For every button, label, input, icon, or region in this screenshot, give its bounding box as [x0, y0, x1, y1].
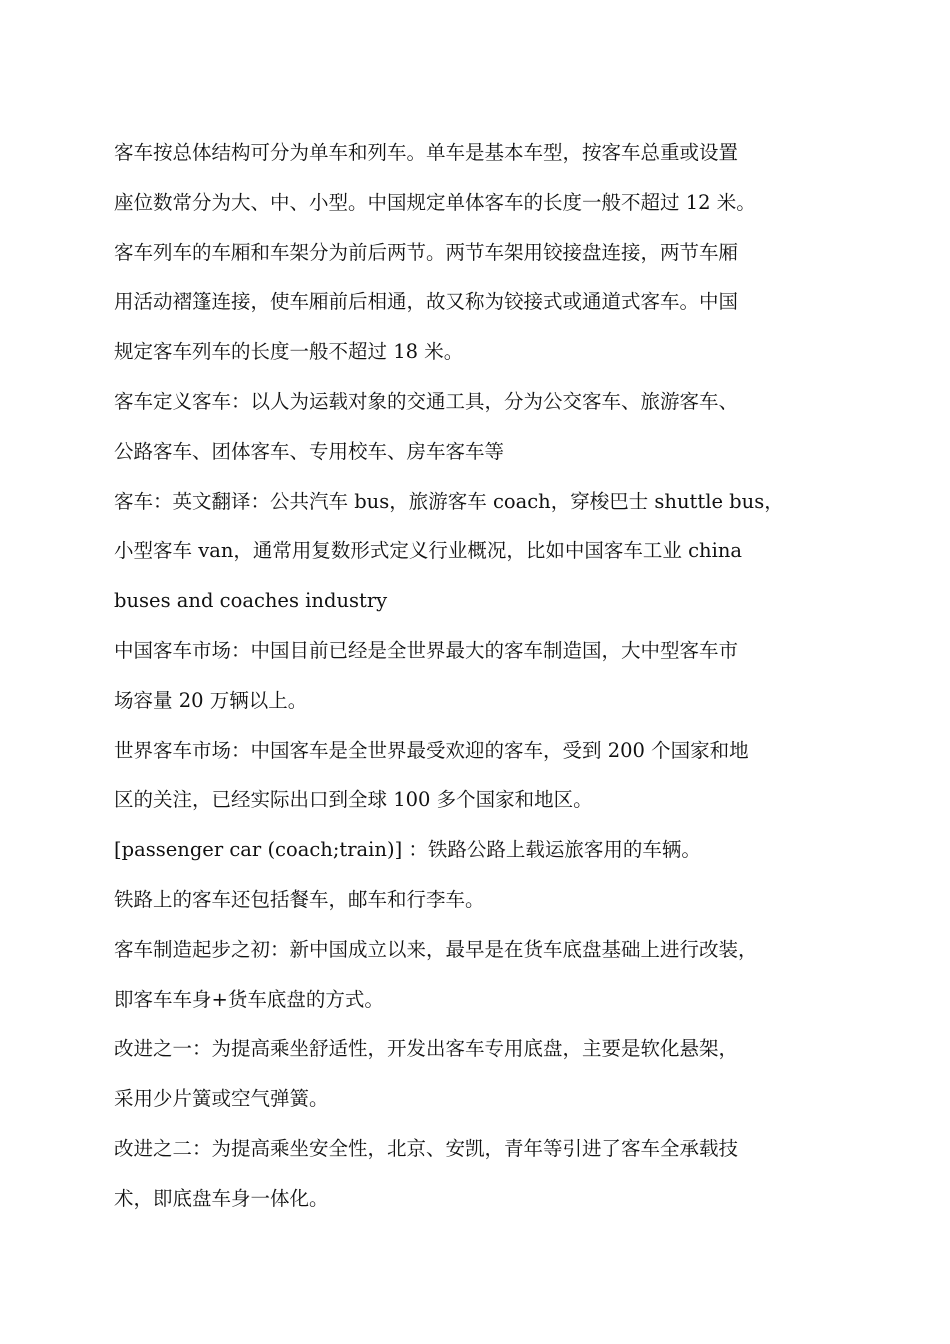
text-line: 小型客车 van，通常用复数形式定义行业概况，比如中国客车工业 china	[114, 539, 742, 563]
text-line: 客车列车的车厢和车架分为前后两节。两节车架用铰接盘连接，两节车厢	[114, 240, 739, 264]
text-line: 用活动褶篷连接，使车厢前后相通，故又称为铰接式或通道式客车。中国	[114, 290, 739, 314]
text-line: 客车：英文翻译：公共汽车 bus，旅游客车 coach，穿梭巴士 shuttle bus，	[114, 489, 784, 513]
text-line: 世界客车市场：中国客车是全世界最受欢迎的客车，受到 200 个国家和地	[114, 738, 749, 762]
text-line: [passenger car (coach;train)] ：铁路公路上载运旅客用的车辆。	[114, 838, 701, 862]
text-line: 中国客车市场：中国目前已经是全世界最大的客车制造国，大中型客车市	[114, 638, 739, 662]
text-line: 采用少片簧或空气弹簧。	[114, 1087, 329, 1111]
text-line: 客车制造起步之初：新中国成立以来，最早是在货车底盘基础上进行改装，	[114, 937, 758, 961]
document-body	[114, 128, 854, 1224]
text-line: 场容量 20 万辆以上。	[114, 688, 308, 712]
text-line: 客车定义客车：以人为运载对象的交通工具，分为公交客车、旅游客车、	[114, 389, 739, 413]
text-line: 改进之二：为提高乘坐安全性，北京、安凯，青年等引进了客车全承载技	[114, 1136, 739, 1160]
text-line: 区的关注，已经实际出口到全球 100 多个国家和地区。	[114, 788, 593, 812]
text-line: 规定客车列车的长度一般不超过 18 米。	[114, 340, 464, 364]
text-line: 改进之一：为提高乘坐舒适性，开发出客车专用底盘，主要是软化悬架，	[114, 1037, 739, 1061]
text-line: 铁路上的客车还包括餐车，邮车和行李车。	[114, 887, 485, 911]
text-line: 客车按总体结构可分为单车和列车。单车是基本车型，按客车总重或设置	[114, 141, 739, 164]
text-line: 座位数常分为大、中、小型。中国规定单体客车的长度一般不超过 12 米。	[114, 190, 756, 214]
text-line: 即客车车身+货车底盘的方式。	[114, 987, 384, 1011]
text-line: buses and coaches industry	[114, 589, 388, 613]
text-line: 术，即底盘车身一体化。	[114, 1186, 329, 1210]
text-line: 公路客车、团体客车、专用校车、房车客车等	[114, 439, 505, 463]
